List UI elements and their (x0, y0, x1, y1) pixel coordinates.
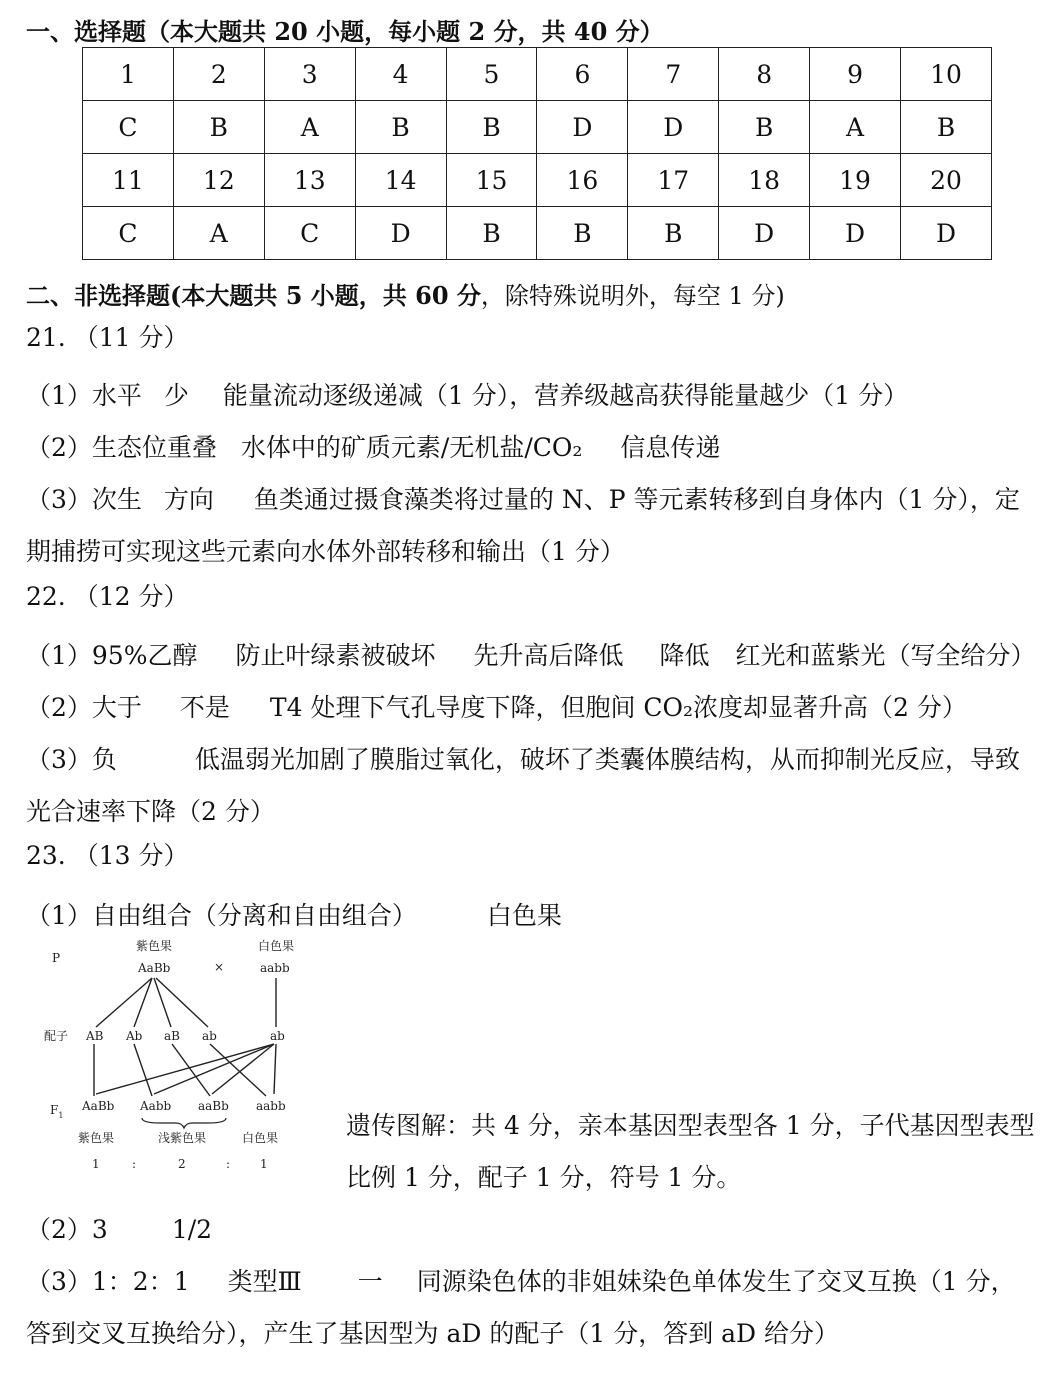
answer-text: 白色果 (486, 901, 562, 930)
table-cell: 10 (901, 48, 992, 101)
cross-line (96, 1044, 274, 1094)
cross-line (156, 978, 208, 1027)
table-cell: B (628, 207, 719, 260)
table-cell: 17 (628, 154, 719, 207)
genetic-cross-diagram (30, 930, 330, 1180)
gamete: ab (270, 1029, 285, 1043)
table-cell: D (810, 207, 901, 260)
answer-text: 方向 (163, 485, 214, 514)
table-cell: 4 (355, 48, 446, 101)
table-cell: C (83, 101, 174, 154)
answer-text: （3）次生 (26, 485, 142, 514)
table-cell: 8 (719, 48, 810, 101)
gamete: aB (164, 1029, 180, 1043)
table-cell: 9 (810, 48, 901, 101)
q21-line-1 (26, 376, 908, 412)
table-cell: B (446, 207, 537, 260)
table-cell: B (901, 101, 992, 154)
q22-line-4: 光合速率下降（2 分） (26, 797, 275, 826)
table-cell: B (537, 207, 628, 260)
section2-title (26, 276, 785, 311)
parent2-phenotype: 白色果 (258, 939, 295, 953)
answer-text: 水体中的矿质元素/无机盐/CO₂ (240, 433, 583, 462)
cross-line (154, 978, 171, 1027)
table-cell: B (355, 101, 446, 154)
diagram-note-2: 比例 1 分，配子 1 分，符号 1 分。 (346, 1163, 742, 1192)
answer-text: （3）1：2：1 (26, 1267, 190, 1296)
table-cell: A (810, 101, 901, 154)
table-cell: 5 (446, 48, 537, 101)
table-cell: 18 (719, 154, 810, 207)
gamete-label: 配子 (44, 1029, 69, 1043)
offspring-genotype: aabb (256, 1099, 286, 1113)
answer-text: 类型Ⅲ (227, 1267, 302, 1296)
p-label: P (52, 951, 61, 965)
answer-text: 1/2 (171, 1215, 213, 1244)
table-cell: 15 (446, 154, 537, 207)
table-cell: 16 (537, 154, 628, 207)
answer-text: 红光和蓝紫光（写全给分） (735, 641, 1036, 670)
table-cell: C (264, 207, 355, 260)
answer-text: 同源染色体的非姐妹染色单体发生了交叉互换（1 分， (416, 1267, 1016, 1296)
table-cell: D (628, 101, 719, 154)
ratio-value: 2 (178, 1157, 186, 1171)
table-cell: D (719, 207, 810, 260)
answer-text: （3）负 (26, 745, 117, 774)
ratio-separator: : (132, 1157, 137, 1171)
q22-line-2 (26, 688, 967, 724)
cross-line (172, 1044, 210, 1096)
answer-text: 低温弱光加剧了膜脂过氧化，破坏了类囊体膜结构，从而抑制光反应，导致 (194, 745, 1020, 774)
table-cell: B (446, 101, 537, 154)
cross-line (212, 1044, 274, 1094)
answer-text: （2）大于 (26, 693, 142, 722)
cross-line (274, 1044, 276, 1094)
table-cell: 12 (173, 154, 264, 207)
table-cell: 7 (628, 48, 719, 101)
q21-line-3 (26, 480, 1020, 516)
ratio-value: 1 (92, 1157, 100, 1171)
gamete: ab (202, 1029, 217, 1043)
table-cell: D (355, 207, 446, 260)
f1-label-subscript: 1 (58, 1111, 64, 1120)
cross-line (134, 1044, 152, 1096)
table-cell: D (537, 101, 628, 154)
gamete: AB (86, 1029, 104, 1043)
q21-header: 21. （11 分） (26, 323, 189, 352)
q23-header: 23. （13 分） (26, 841, 189, 870)
offspring-phenotype: 白色果 (242, 1131, 279, 1145)
q21-line-2 (26, 428, 720, 464)
answer-text: 鱼类通过摄食藻类将过量的 N、P 等元素转移到自身体内（1 分），定 (253, 485, 1020, 514)
gamete: Ab (126, 1029, 143, 1043)
ratio-separator: : (226, 1157, 231, 1171)
table-row (83, 154, 992, 207)
q21-line-4: 期捕捞可实现这些元素向水体外部转移和输出（1 分） (26, 537, 625, 566)
table-cell: A (173, 207, 264, 260)
answer-text: 少 (163, 381, 189, 410)
parent2-genotype: aabb (260, 961, 290, 975)
answer-text: 先升高后降低 (473, 641, 624, 670)
cross-symbol: × (214, 960, 225, 974)
q23-line-4: 答到交叉互换给分），产生了基因型为 aD 的配子（1 分，答到 aD 给分） (26, 1319, 840, 1348)
table-cell: 13 (264, 154, 355, 207)
answer-text: （2）生态位重叠 (26, 433, 217, 462)
table-cell: 14 (355, 154, 446, 207)
table-cell: 3 (264, 48, 355, 101)
table-cell: 11 (83, 154, 174, 207)
table-cell: B (719, 101, 810, 154)
table-cell: B (173, 101, 264, 154)
offspring-phenotype: 紫色果 (78, 1131, 115, 1145)
answer-text: 信息传递 (620, 433, 721, 462)
ratio-value: 1 (260, 1157, 268, 1171)
answer-text: 能量流动逐级递减（1 分），营养级越高获得能量越少（1 分） (222, 381, 909, 410)
q23-line-2 (26, 1210, 212, 1246)
q22-line-1 (26, 636, 1036, 672)
offspring-genotype: AaBb (82, 1099, 115, 1113)
table-row (83, 101, 992, 154)
offspring-genotype: aaBb (198, 1099, 229, 1113)
q23-line-1 (26, 896, 562, 932)
answer-text: （1）95%乙醇 (26, 641, 198, 670)
answer-text: 防止叶绿素被破坏 (235, 641, 436, 670)
table-row (83, 207, 992, 260)
table-cell: 1 (83, 48, 174, 101)
table-cell: 6 (537, 48, 628, 101)
brace (142, 1118, 226, 1128)
section1-title: 一、选择题（本大题共 20 小题，每小题 2 分，共 40 分） (26, 17, 664, 46)
table-cell: 20 (901, 154, 992, 207)
section2-title-bold: 二、非选择题(本大题共 5 小题，共 60 分 (26, 281, 481, 310)
answer-text: 一 (357, 1267, 383, 1296)
parent1-genotype: AaBb (138, 961, 171, 975)
section2-title-rest: ，除特殊说明外，每空 1 分) (480, 282, 785, 310)
q22-header: 22. （12 分） (26, 582, 189, 611)
table-cell: C (83, 207, 174, 260)
table-row (83, 48, 992, 101)
f1-label-text: F (50, 1103, 59, 1117)
q23-line-3 (26, 1262, 1016, 1298)
answer-text: （1）自由组合（分离和自由组合） (26, 901, 417, 930)
answer-text: 不是 (179, 693, 230, 722)
table-cell: 2 (173, 48, 264, 101)
diagram-note-1: 遗传图解：共 4 分，亲本基因型表型各 1 分，子代基因型表型 (346, 1111, 1035, 1140)
table-cell: D (901, 207, 992, 260)
parent1-phenotype: 紫色果 (136, 939, 173, 953)
q22-line-3 (26, 740, 1020, 776)
offspring-phenotype: 浅紫色果 (158, 1131, 207, 1145)
table-cell: A (264, 101, 355, 154)
answer-text: （1）水平 (26, 381, 142, 410)
answer-text: T4 处理下气孔导度下降，但胞间 CO₂浓度却显著升高（2 分） (269, 693, 967, 722)
f1-label (50, 1103, 63, 1120)
answer-text: 降低 (659, 641, 710, 670)
answer-text: （2）3 (26, 1215, 108, 1244)
offspring-genotype: Aabb (140, 1099, 172, 1113)
table-cell: 19 (810, 154, 901, 207)
answer-table (82, 47, 992, 260)
